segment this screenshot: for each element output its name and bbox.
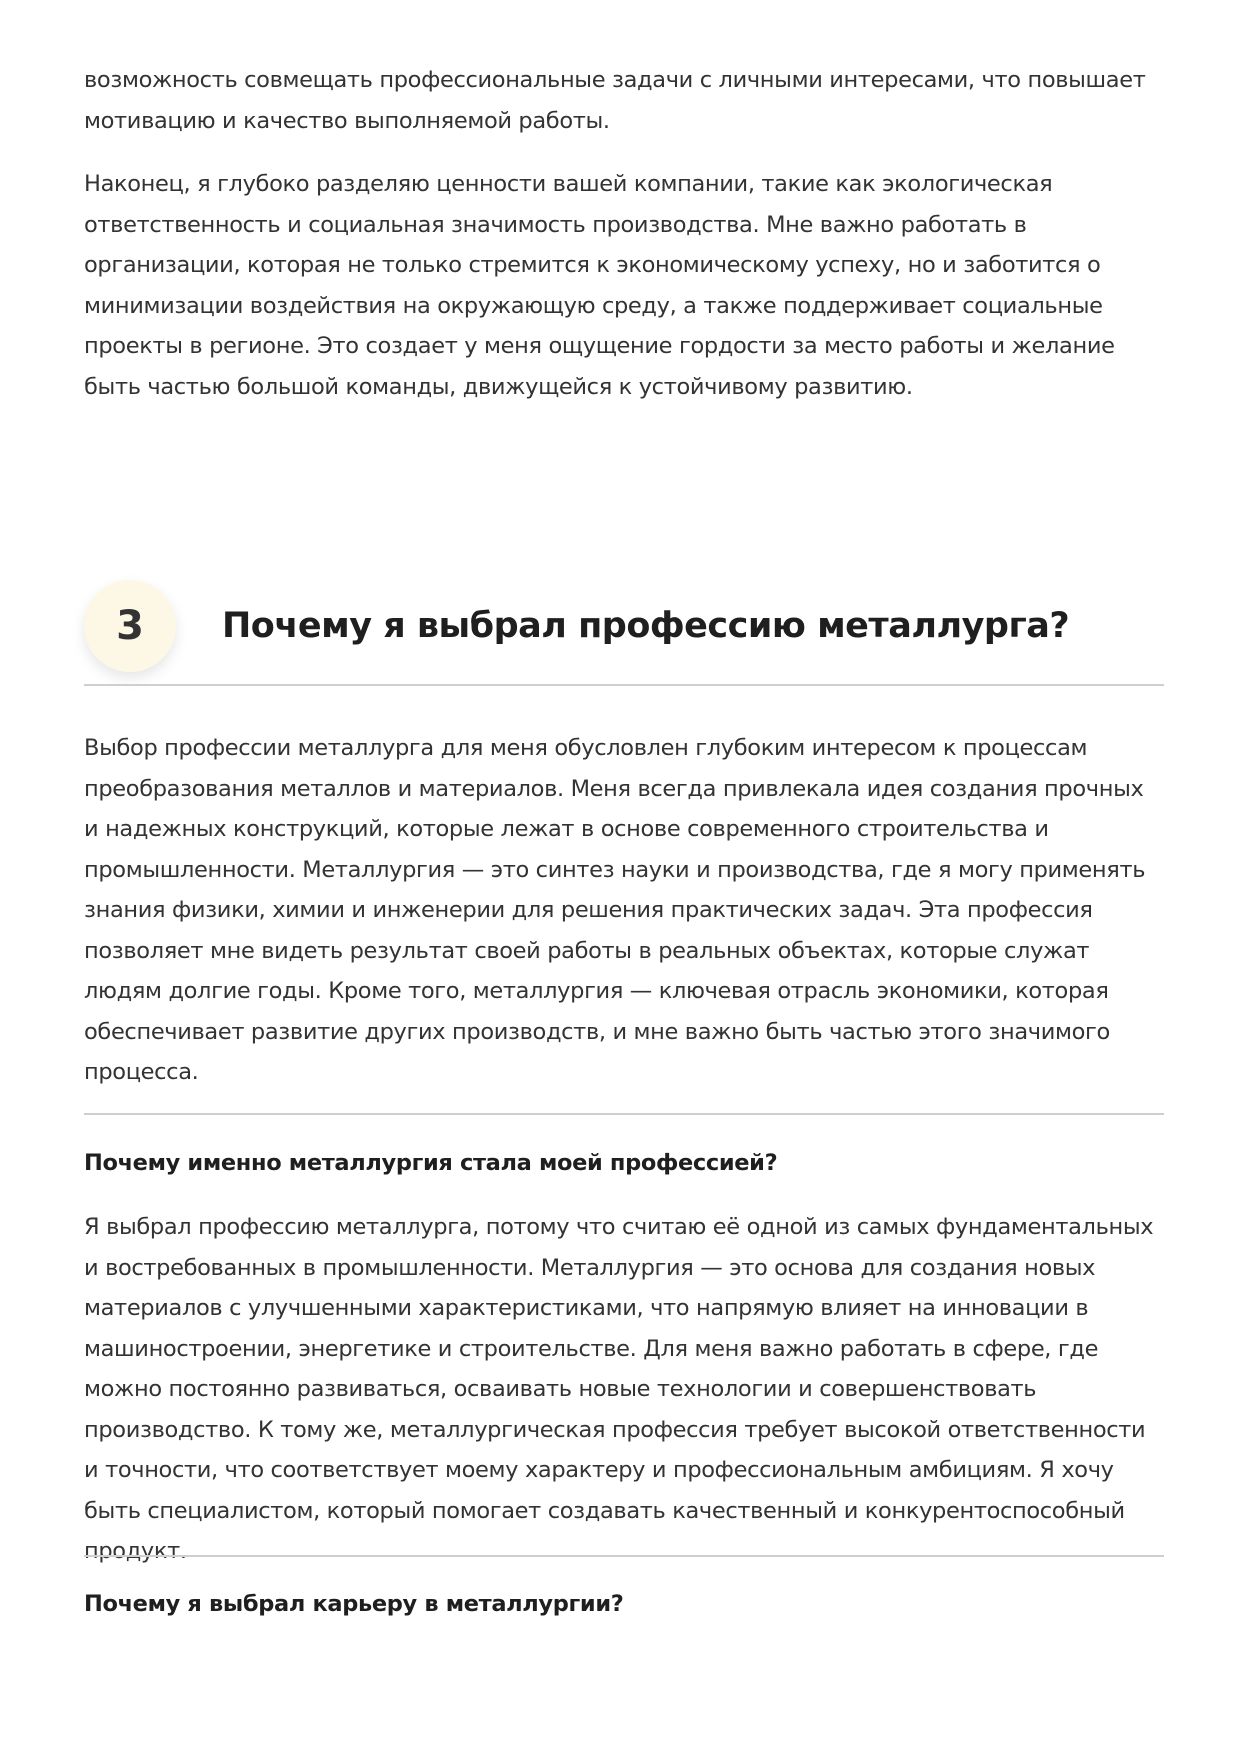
section-number-badge: 3 (84, 580, 176, 672)
paragraph-intro-tail: возможность совмещать профессиональные задачи с личными интересами, что повышает мотивацию и качество выполняемой работы. (84, 67, 1146, 134)
paragraph-section-intro: Выбор профессии металлурга для меня обусловлен глубоким интересом к процессам преобразования металлов и материалов. Меня всегда привлекала идея создания прочных и надежных конструкций, которые лежат в основе современного строительства и промышленности. Металлургия — это синтез науки и производства, где я могу применять знания физики, химии и инженерии для решения практических задач. Эта профессия позволяет мне видеть результат своей работы в реальных объектах, которые служат людям долгие годы. Кроме того, металлургия — ключевая отрасль экономики, которая обеспечивает развитие других производств, и мне важно быть частью этого значимого процесса. (84, 735, 1146, 1085)
paragraph-company-values: Наконец, я глубоко разделяю ценности вашей компании, такие как экологическая ответственность и социальная значимость производства. Мне важно работать в организации, которая не только стремится к экономическому успеху, но и заботится о минимизации воздействия на окружающую среду, а также поддерживает социальные проекты в регионе. Это создает у меня ощущение гордости за место работы и желание быть частью большой команды, движущейся к устойчивому развитию. (84, 171, 1115, 400)
section-divider (84, 684, 1164, 686)
section-title: Почему я выбрал профессию металлурга? (222, 606, 1070, 646)
question-heading: Почему я выбрал карьеру в металлургии? (84, 1591, 624, 1617)
paragraph-answer: Я выбрал профессию металлурга, потому что считаю её одной из самых фундаментальных и востребованных в промышленности. Металлургия — это основа для создания новых материалов с улучшенными характеристиками, что напрямую влияет на инновации в машиностроении, энергетике и строительстве. Для меня важно работать в сфере, где можно постоянно развиваться, осваивать новые технологии и совершенствовать производство. К тому же, металлургическая профессия требует высокой ответственности и точности, что соответствует моему характеру и профессиональным амбициям. Я хочу быть специалистом, который помогает создавать качественный и конкурентоспособный продукт. (84, 1214, 1154, 1564)
question-heading: Почему именно металлургия стала моей профессией? (84, 1150, 778, 1176)
divider (84, 1555, 1164, 1557)
divider (84, 1113, 1164, 1115)
section-header (84, 580, 1164, 686)
